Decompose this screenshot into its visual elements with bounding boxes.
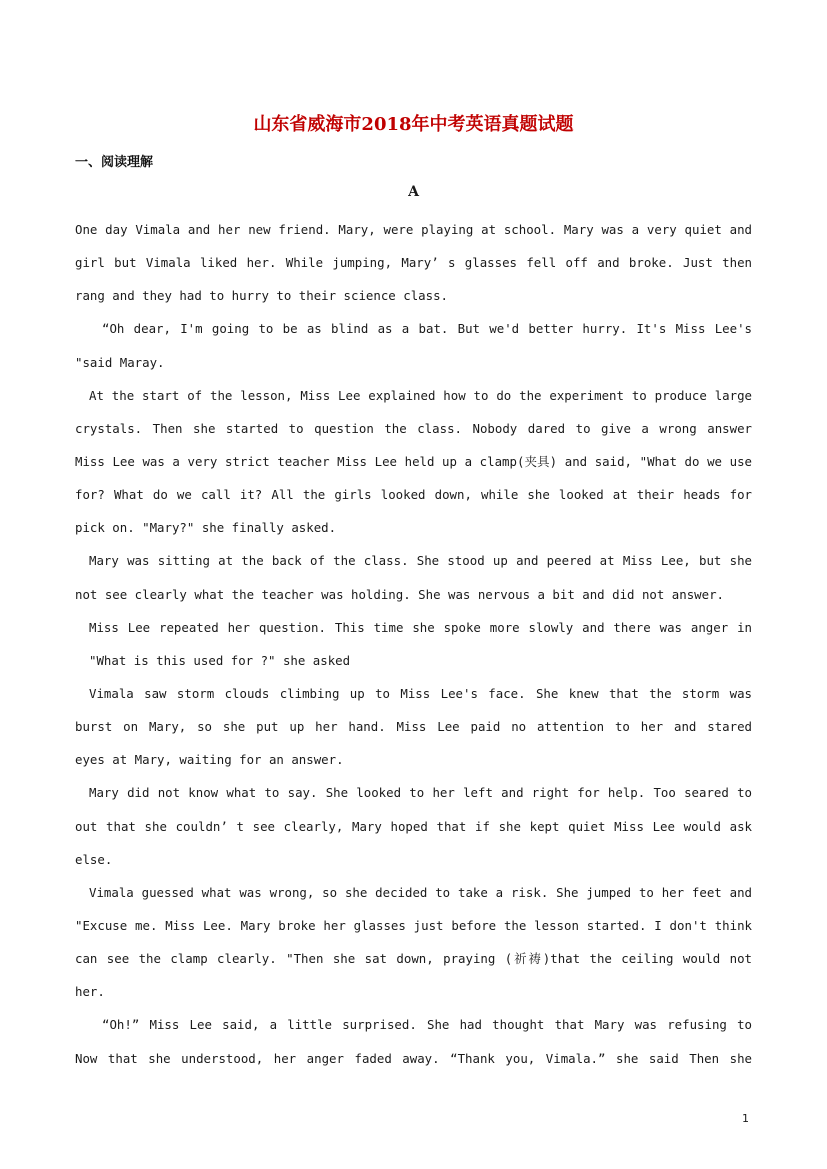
section-heading: 一、阅读理解 — [75, 155, 154, 170]
passage-line: pick on. "Mary?" she finally asked. — [75, 520, 337, 536]
passage-line: Vimala saw storm clouds climbing up to Miss Lee's face. She knew that the storm was — [89, 685, 752, 701]
passage-body — [75, 213, 752, 1075]
passage-line: "What is this used for ?" she asked — [89, 652, 351, 668]
passage-line: crystals. Then she started to question the class. Nobody dared to give a wrong answer — [75, 420, 752, 436]
passage-line: else. — [75, 851, 113, 867]
passage-line: burst on Mary, so she put up her hand. Miss Lee paid no attention to her and stared — [75, 719, 752, 735]
passage-line: Mary did not know what to say. She looked to her left and right for help. Too seared to — [89, 785, 752, 801]
passage-line: “Oh!” Miss Lee said, a little surprised. She had thought that Mary was refusing to — [102, 1017, 752, 1033]
passage-line: her. — [75, 984, 105, 1000]
passage-line: Now that she understood, her anger faded away. “Thank you, Vimala.” she said Then she — [75, 1050, 752, 1066]
passage-line: can see the clamp clearly. "Then she sat down, praying (祈祷)that the ceiling would not — [75, 951, 752, 967]
passage-line: "said Maray. — [75, 354, 165, 370]
passage-line: girl but Vimala liked her. While jumping, Mary’ s glasses fell off and broke. Just then — [75, 255, 752, 271]
passage-line: “Oh dear, I'm going to be as blind as a bat. But we'd better hurry. It's Miss Lee's — [102, 321, 752, 337]
page-number: 1 — [742, 1112, 749, 1125]
passage-line: out that she couldn’ t see clearly, Mary hoped that if she kept quiet Miss Lee would ask — [75, 818, 752, 834]
passage-line: for? What do we call it? All the girls looked down, while she looked at their heads for — [75, 487, 752, 503]
passage-line: not see clearly what the teacher was holding. She was nervous a bit and did not answer. — [75, 586, 725, 602]
passage-line: One day Vimala and her new friend. Mary, were playing at school. Mary was a very quiet and — [75, 222, 752, 237]
passage-label: A — [408, 184, 419, 200]
passage-line: rang and they had to hurry to their science class. — [75, 288, 448, 304]
passage-line: Miss Lee was a very strict teacher Miss Lee held up a clamp(夹具) and said, "What do we use — [75, 453, 752, 469]
passage-line: Miss Lee repeated her question. This time she spoke more slowly and there was anger in — [89, 619, 752, 635]
passage-line: Mary was sitting at the back of the class. She stood up and peered at Miss Lee, but she — [89, 553, 752, 569]
passage-line: At the start of the lesson, Miss Lee explained how to do the experiment to produce large — [89, 387, 752, 403]
passage-line: eyes at Mary, waiting for an answer. — [75, 752, 344, 768]
passage-line: Vimala guessed what was wrong, so she decided to take a risk. She jumped to her feet and — [89, 884, 752, 900]
page-title: 山东省威海市2018年中考英语真题试题 — [253, 114, 574, 135]
passage-line: "Excuse me. Miss Lee. Mary broke her glasses just before the lesson started. I don't think — [75, 917, 752, 933]
